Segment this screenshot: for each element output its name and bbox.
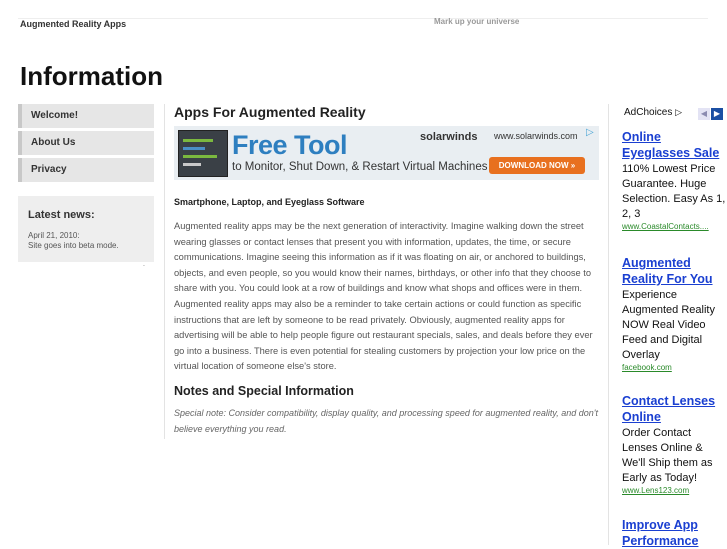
news-panel [18,196,154,262]
adchoices-icon: ▷ [675,107,683,117]
banner-url[interactable]: www.solarwinds.com [494,131,578,141]
adchoices-text: AdChoices [624,107,673,118]
ad-text: Experience Augmented Reality NOW Real Video Feed and Digital Overlay [622,289,715,361]
ad-unit [622,255,727,372]
ad-title[interactable]: Contact Lenses Online [622,394,716,424]
page-title: Information [20,61,163,91]
ad-url[interactable]: www.CoastalContacts.... [622,222,709,231]
ad-prev-button[interactable]: ◀ [698,108,710,120]
adchoices-label[interactable] [624,107,682,118]
ad-url[interactable]: www.Lens123.com [622,486,690,495]
software-screenshot-icon [178,130,228,177]
news-date: April 21, 2010: [28,231,80,240]
adchoices-icon[interactable]: ▷ [586,127,594,138]
news-text: Site goes into beta mode. [28,241,119,250]
ad-url[interactable]: facebook.com [622,363,672,372]
ad-unit [622,129,727,231]
ad-text: Order Contact Lenses Online & We'll Ship them as Early as Today! [622,427,713,484]
banner-subtitle: to Monitor, Shut Down, & Restart Virtual Machines [232,161,488,173]
article-title: Apps For Augmented Reality [174,104,366,120]
site-name[interactable]: Augmented Reality Apps [20,19,127,29]
download-now-button[interactable]: DOWNLOAD NOW » [489,157,585,174]
nav-item-about-us[interactable]: About Us [18,131,154,155]
ad-title[interactable]: Improve App Performance [622,518,699,548]
banner-brand: solarwinds [420,131,478,143]
article-subheading: Smartphone, Laptop, and Eyeglass Software [174,197,365,207]
content-divider [164,104,165,439]
news-dot: . [143,261,145,268]
ad-text: 110% Lowest Price Guarantee. Huge Selection. Easy As 1, 2, 3 [622,163,726,220]
nav-item-privacy[interactable]: Privacy [18,158,154,182]
ad-title[interactable]: Augmented Reality For You [622,256,713,286]
site-tagline: Mark up your universe [434,17,520,26]
nav-item-welcome[interactable]: Welcome! [18,104,154,128]
news-title: Latest news: [28,209,95,221]
notes-body: Special note: Consider compatibility, display quality, and processing speed for augmented reality, and don't believe everything you read. [174,408,598,434]
notes-heading: Notes and Special Information [174,384,354,398]
article-body: Augmented reality apps may be the next generation of interactivity. Imagine walking down the street wearing glasses or contact lenses that present you with information, updates, the time, or secure communications. Imagine seeing this information as if it was floating on air, or anchored to buildings, objects, and even people, so you would know their names, birthdays, or other info that they choose to share with you. You could look at a row of buildings and know what shops and offices were in them. Augmented reality apps may also be a reminder to take certain actions or could function as specific instructions that are left by someone to be read privately. Obviously, augmented reality apps for advertising will be able to help people figure out restaurant specials, sales, and deals before they ever go into a business. There is even potential for stealing customers by projection your low price on the virtual location of someone else's store. [174,221,593,372]
ad-next-button[interactable]: ▶ [711,108,723,120]
sidebar-divider [608,104,609,545]
ad-title[interactable]: Online Eyeglasses Sale [622,130,720,160]
ad-banner[interactable] [174,126,599,180]
ad-unit [622,517,727,549]
ad-unit [622,393,727,495]
banner-title: Free Tool [232,130,348,160]
